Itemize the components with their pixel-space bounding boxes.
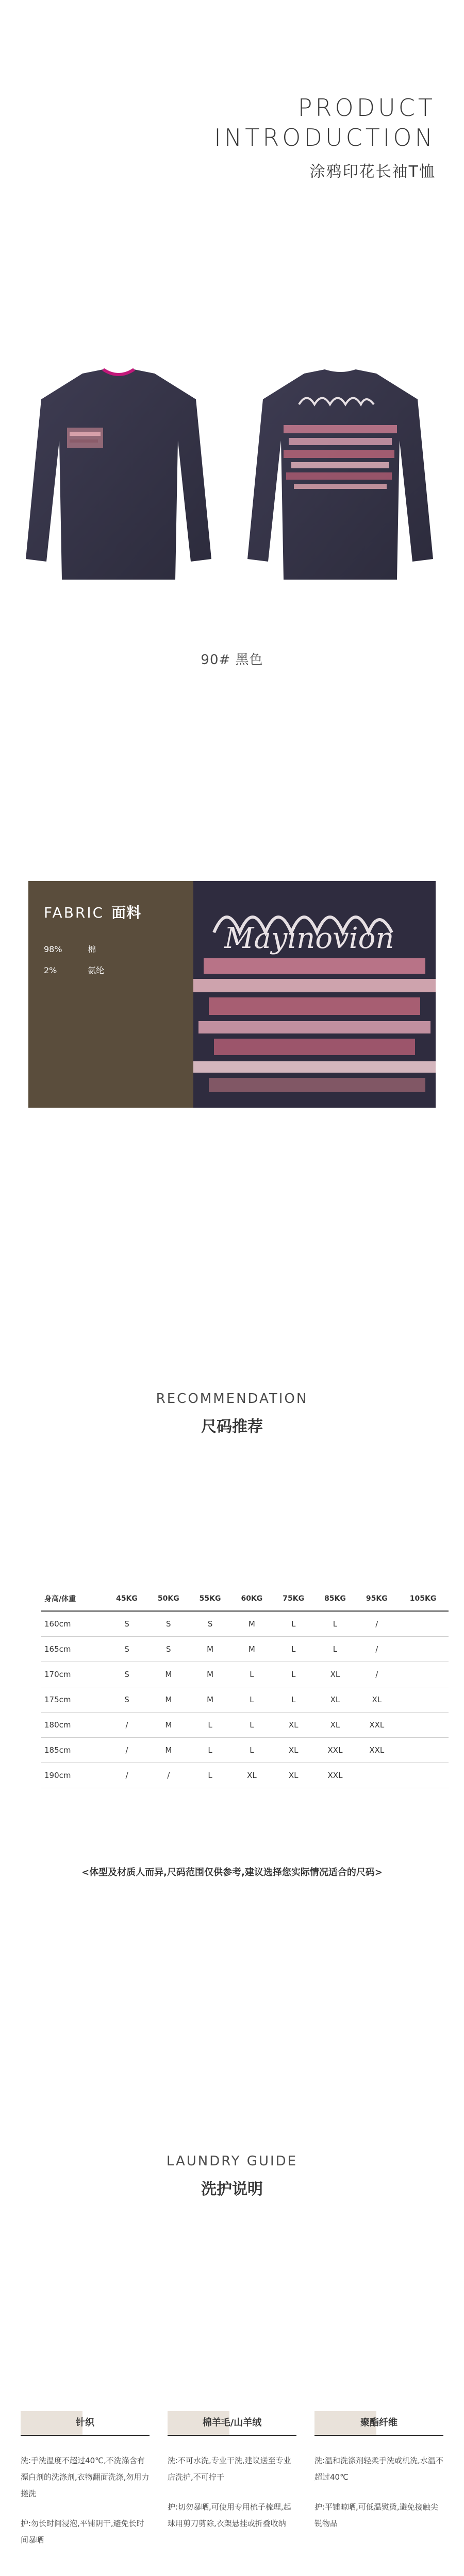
intro-title-line1: PRODUCT (297, 94, 436, 122)
table-cell: XXL (356, 1738, 397, 1763)
table-cell (397, 1611, 449, 1637)
care-paragraph: 护:切勿暴晒,可使用专用梳子梳理,起球用剪刀剪除,衣架悬挂或折叠收纳 (168, 2502, 291, 2528)
care-card-title (21, 2411, 150, 2436)
table-cell: M (147, 1738, 189, 1763)
table-cell (356, 1763, 397, 1788)
table-cell: L (231, 1687, 273, 1713)
table-row (41, 1738, 449, 1763)
table-row (41, 1611, 449, 1637)
table-cell: M (231, 1637, 273, 1662)
table-cell: 175cm (41, 1687, 106, 1713)
table-cell: S (106, 1637, 148, 1662)
fabric-title-cn: 面料 (111, 904, 142, 921)
table-cell: L (314, 1637, 356, 1662)
table-cell: XL (273, 1738, 314, 1763)
table-cell (397, 1637, 449, 1662)
care-card-text (168, 2452, 296, 2545)
table-cell: S (106, 1687, 148, 1713)
table-cell: L (189, 1763, 231, 1788)
table-cell: L (189, 1713, 231, 1738)
table-cell: M (189, 1662, 231, 1687)
care-paragraph: 护:平铺晾晒,可低温熨烫,避免接触尖锐物品 (314, 2502, 438, 2528)
care-paragraph: 护:勿长时间浸泡,平铺阴干,避免长时间暴晒 (21, 2519, 144, 2545)
fabric-composition (44, 943, 104, 985)
size-note: <体型及材质人而异,尺码范围仅供参考,建议选择您实际情况适合的尺码> (81, 1867, 383, 1878)
fabric-row (44, 964, 104, 976)
table-cell: XL (314, 1687, 356, 1713)
care-card-title-text: 聚酯纤维 (360, 2417, 397, 2428)
table-cell: M (189, 1687, 231, 1713)
table-cell (397, 1687, 449, 1713)
table-row (41, 1637, 449, 1662)
table-cell: L (273, 1637, 314, 1662)
color-label: 90# 黑色 (201, 652, 263, 668)
table-cell: M (147, 1687, 189, 1713)
table-row (41, 1713, 449, 1738)
table-cell (397, 1763, 449, 1788)
header-cell: 55KG (189, 1587, 231, 1611)
table-cell: 180cm (41, 1713, 106, 1738)
table-cell: / (106, 1738, 148, 1763)
table-cell: S (147, 1637, 189, 1662)
table-cell: S (106, 1662, 148, 1687)
table-cell: 190cm (41, 1763, 106, 1788)
care-card-title-text: 针织 (76, 2417, 94, 2428)
fabric-material: 氨纶 (88, 965, 105, 975)
intro-block (214, 93, 436, 181)
header-cell: 身高/体重 (41, 1587, 106, 1611)
fabric-closeup-image (193, 881, 436, 1108)
table-cell: XL (314, 1662, 356, 1687)
care-card-title (168, 2411, 296, 2436)
table-cell: / (106, 1763, 148, 1788)
shirt-back-image (247, 363, 433, 585)
table-cell: XL (356, 1687, 397, 1713)
laundry-title-en: LAUNDRY GUIDE (166, 2154, 298, 2169)
table-cell: L (273, 1662, 314, 1687)
table-cell: M (147, 1713, 189, 1738)
table-cell (397, 1662, 449, 1687)
recommendation-title-cn: 尺码推荐 (201, 1418, 263, 1436)
table-cell: 165cm (41, 1637, 106, 1662)
fabric-percent: 2% (44, 965, 57, 975)
shirt-front-image (26, 363, 211, 585)
size-table-header (41, 1587, 449, 1611)
header-cell: 50KG (147, 1587, 189, 1611)
care-card-title (314, 2411, 443, 2436)
recommendation-title (0, 1391, 464, 1436)
table-cell: 185cm (41, 1738, 106, 1763)
table-cell: L (314, 1611, 356, 1637)
header-cell: 85KG (314, 1587, 356, 1611)
care-card-title-text: 棉羊毛/山羊绒 (202, 2417, 262, 2428)
table-cell: M (231, 1611, 273, 1637)
laundry-title-cn: 洗护说明 (201, 2180, 263, 2198)
table-cell: L (231, 1662, 273, 1687)
header-cell: 45KG (106, 1587, 148, 1611)
fabric-material: 棉 (88, 944, 96, 954)
table-cell: XXL (356, 1713, 397, 1738)
table-cell: L (231, 1738, 273, 1763)
laundry-title (0, 2154, 464, 2199)
table-cell: XL (273, 1763, 314, 1788)
fabric-info (28, 881, 193, 1108)
fabric-print-text: Mayinovion (224, 922, 394, 955)
table-cell: L (273, 1611, 314, 1637)
header-cell: 75KG (273, 1587, 314, 1611)
product-name: 涂鸦印花长袖T恤 (309, 163, 436, 181)
table-cell (397, 1713, 449, 1738)
table-row (41, 1763, 449, 1788)
table-cell: M (189, 1637, 231, 1662)
table-cell (397, 1738, 449, 1763)
size-table (41, 1587, 449, 1788)
table-cell: 160cm (41, 1611, 106, 1637)
header-cell: 60KG (231, 1587, 273, 1611)
fabric-title (44, 902, 141, 922)
table-cell: / (356, 1611, 397, 1637)
care-card-text (21, 2452, 150, 2562)
fabric-row (44, 943, 104, 955)
table-cell: L (231, 1713, 273, 1738)
table-cell: / (147, 1763, 189, 1788)
table-cell: 170cm (41, 1662, 106, 1687)
table-row (41, 1687, 449, 1713)
header-cell: 95KG (356, 1587, 397, 1611)
table-cell: S (106, 1611, 148, 1637)
table-cell: XL (273, 1713, 314, 1738)
table-cell: XL (231, 1763, 273, 1788)
table-cell: XXL (314, 1763, 356, 1788)
table-cell: XL (314, 1713, 356, 1738)
recommendation-title-en: RECOMMENDATION (156, 1391, 308, 1406)
table-cell: L (273, 1687, 314, 1713)
table-cell: S (147, 1611, 189, 1637)
header-cell: 105KG (397, 1587, 449, 1611)
table-cell: / (106, 1713, 148, 1738)
table-cell: S (189, 1611, 231, 1637)
table-cell: L (189, 1738, 231, 1763)
table-cell: XXL (314, 1738, 356, 1763)
table-cell: / (356, 1662, 397, 1687)
fabric-percent: 98% (44, 944, 62, 954)
fabric-panel (28, 881, 436, 1108)
table-row (41, 1662, 449, 1687)
care-paragraph: 洗:手洗温度不超过40℃,不洗涤含有漂白剂的洗涤剂,衣物翻面洗涤,勿用力搓洗 (21, 2456, 150, 2498)
table-cell: M (147, 1662, 189, 1687)
care-card-text (314, 2452, 443, 2545)
product-photos (21, 363, 443, 585)
care-paragraph: 洗:不可水洗,专业干洗,建议送至专业店洗护,不可拧干 (168, 2456, 291, 2482)
intro-title-line2: INTRODUCTION (214, 124, 436, 151)
care-paragraph: 洗:温和洗涤剂轻柔手洗或机洗,水温不超过40℃ (314, 2456, 443, 2482)
fabric-title-en: FABRIC (44, 904, 105, 921)
table-cell: / (356, 1637, 397, 1662)
